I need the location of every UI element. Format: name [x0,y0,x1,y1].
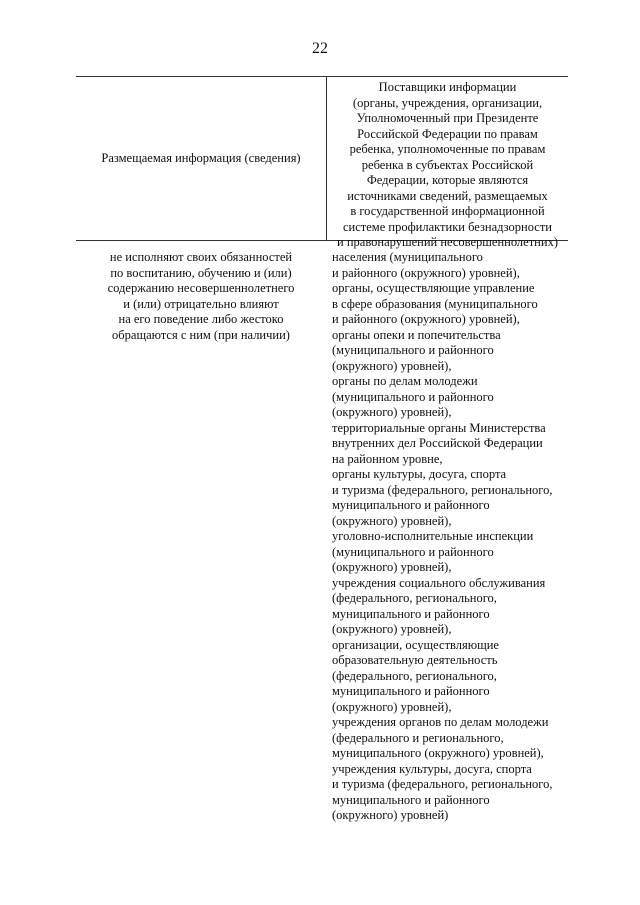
cell-text-line: на его поведение либо жестоко [118,312,284,326]
cell-text-line: на районном уровне, [332,451,443,466]
cell-text-line: территориальные органы Министерства [332,420,546,435]
cell-text-line: (окружного) уровней), [332,622,452,636]
cell-text-line: муниципального (окружного) уровней), [332,746,544,760]
header-text-line: системе профилактики безнадзорности [343,219,552,234]
header-text-line: Федерации, которые являются [366,173,529,187]
cell-text-line: и (или) отрицательно влияют [123,296,279,311]
cell-text-line: муниципального и районного [332,684,490,698]
cell-placed-information [76,250,326,824]
cell-text-line: и районного (окружного) уровней), [332,265,520,280]
cell-text-line: (федерального, регионального, [332,591,497,605]
table-header-row [76,77,568,249]
cell-text-line: (окружного) уровней), [332,358,452,373]
cell-text-line: (окружного) уровней), [332,699,452,714]
cell-text-line: учреждения органов по делам молодежи [332,715,549,729]
cell-text-line: органы по делам молодежи [332,374,478,388]
header-text-line: Российской Федерации по правам [357,126,538,141]
cell-text-line: содержанию несовершеннолетнего [107,281,295,295]
cell-text-line: организации, осуществляющие [332,637,499,652]
cell-text-line: по воспитанию, обучению и (или) [110,265,292,280]
header-text-line: источниками сведений, размещаемых [347,188,548,203]
cell-text-line: учреждения культуры, досуга, спорта [332,761,532,776]
cell-text-line: внутренних дел Российской Федерации [332,436,543,450]
cell-text-line: (окружного) уровней), [332,405,452,419]
cell-text-line: и районного (окружного) уровней), [332,312,520,326]
cell-text-line: муниципального и районного [332,792,490,807]
cell-text-line: не исполняют своих обязанностей [109,250,293,264]
header-information-providers [327,77,568,249]
cell-text-line: обращаются с ним (при наличии) [112,327,290,342]
cell-text-line: образовательную деятельность [332,653,498,667]
cell-text-line: (федерального, регионального, [332,668,497,683]
info-table [76,76,568,824]
cell-text-line: населения (муниципального [332,250,483,264]
cell-text-line: муниципального и районного [332,498,490,512]
cell-text-line: уголовно-исполнительные инспекции [332,529,534,543]
cell-text-line: органы опеки и попечительства [332,327,501,342]
table-body-row [76,241,568,824]
cell-text-line: органы, осуществляющие управление [332,281,535,295]
header-text-line: ребенка в субъектах Российской [361,157,534,172]
cell-text-line: органы культуры, досуга, спорта [332,467,507,481]
header-text-line: и правонарушений несовершеннолетних) [337,235,558,249]
cell-text-line: (окружного) уровней), [332,560,452,574]
header-text-line: в государственной информационной [350,204,545,218]
cell-text-line: (муниципального и районного [332,389,494,404]
cell-text-line: муниципального и районного [332,606,490,621]
header-text-line: Поставщики информации [378,80,517,94]
cell-text-line: (муниципального и районного [332,544,494,559]
cell-text-line: в сфере образования (муниципального [332,296,538,311]
header-text-line: ребенка, уполномоченные по правам [349,142,546,156]
header-text-line: (органы, учреждения, организации, [352,95,543,110]
page-number: 22 [312,40,328,57]
cell-text-line: и туризма (федерального, регионального, [332,482,553,497]
header-placed-information: Размещаемая информация (сведения) [76,77,327,240]
header-text-line: Уполномоченный при Президенте [356,111,539,125]
cell-text-line: учреждения социального обслуживания [332,575,546,590]
cell-text-line: (муниципального и районного [332,343,494,357]
cell-text-line: (окружного) уровней), [332,513,452,528]
cell-text-line: (федерального и регионального, [332,730,504,745]
cell-text-line: (окружного) уровней) [332,808,449,822]
cell-information-providers [326,250,568,824]
cell-text-line: и туризма (федерального, регионального, [332,777,553,791]
